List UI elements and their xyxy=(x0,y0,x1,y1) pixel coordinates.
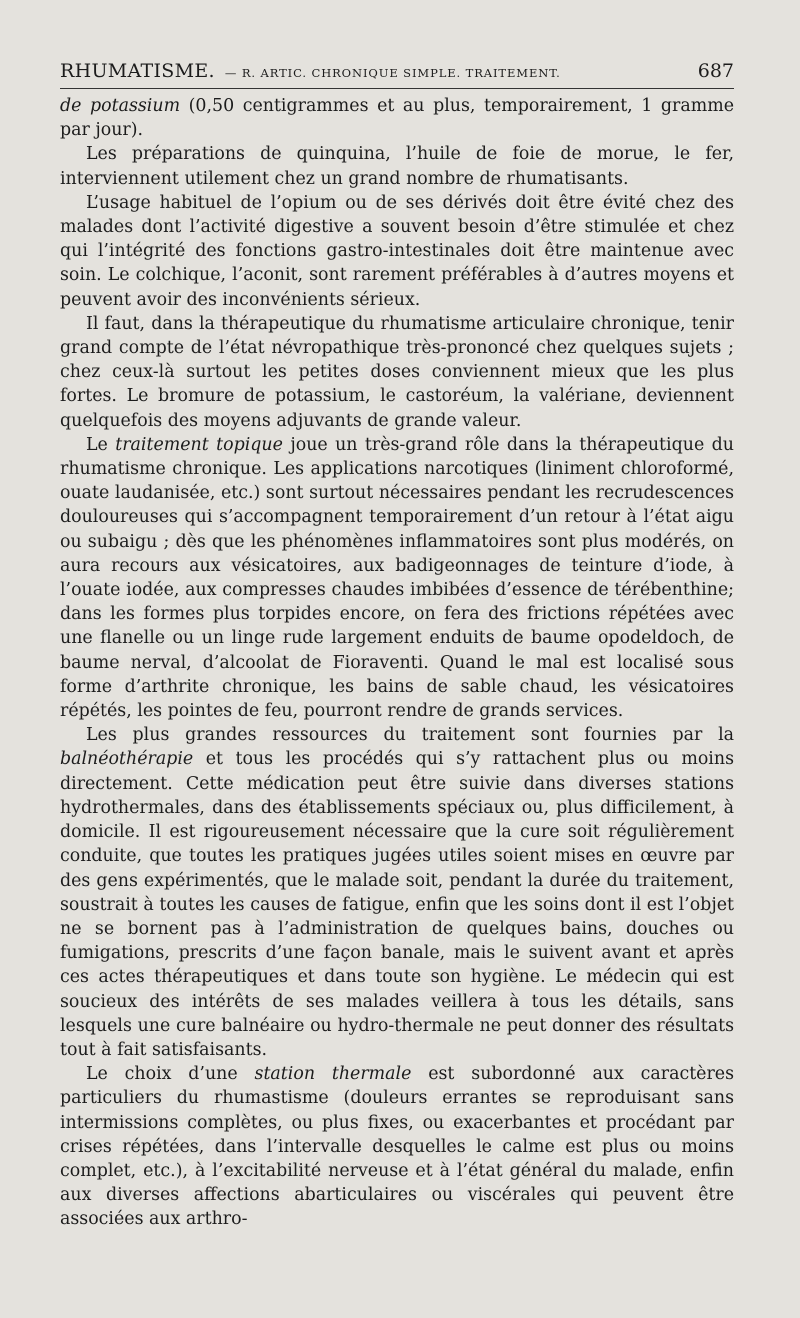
italic-term: balnéothérapie xyxy=(60,749,194,770)
text-run: Le choix d’une xyxy=(86,1064,255,1085)
text-run: Le xyxy=(86,434,116,455)
running-header xyxy=(60,60,734,89)
text-run: est subordonné aux caractères particuliers du rhumastisme (douleurs errantes se reproduisant sans intermissions complètes, ou plus fixes, ou exacerbantes et procédant par crises répétées, dans l’intervalle desquelles le calme est plus ou moins complet, etc.), à l’excitabilité nerveuse et à l’état général du malade, enfin aux diverses affections abarticulaires ou viscérales qui peuvent être associées aux arthro- xyxy=(60,1064,734,1230)
text-run: (0,50 centigrammes et au plus, temporairement, 1 gramme par jour). xyxy=(60,96,735,141)
paragraph-5 xyxy=(60,723,734,1062)
paragraph-0 xyxy=(60,94,734,142)
italic-term: station thermale xyxy=(254,1064,412,1085)
paragraph-1 xyxy=(60,142,734,190)
italic-term: de potassium xyxy=(60,96,181,116)
body-text xyxy=(60,94,734,1232)
running-title xyxy=(60,60,561,82)
text-run: et tous les procédés qui s’y rattachent plus ou moins directement. Cette médication peut être suivie dans diverses stations hydrothermales, dans des établissements spéciaux ou, plus difficilement, à domicile. Il est rigoureusement nécessaire que la cure soit régulièrement conduite, que toutes les pratiques jugées utiles soient mises en œuvre par des gens expérimentés, que le malade soit, pendant la durée du traitement, soustrait à toutes les causes de fatigue, enfin que les soins dont il est l’objet ne se bornent pas à l’administration de quelques bains, douches ou fumigations, prescrits d’une façon banale, mais le suivent avant et après ces actes thérapeutiques et dans toute son hygiène. Le médecin qui est soucieux des intérêts de ses malades veillera à tous les détails, sans lesquels une cure balnéaire ou hydro-thermale ne peut donner des résultats tout à fait satisfaisants. xyxy=(60,749,734,1060)
italic-term: traitement topique xyxy=(115,434,283,455)
text-run: Il faut, dans la thérapeutique du rhumatisme articulaire chronique, tenir grand compte de l’état névropathique très-prononcé chez quelques sujets ; chez ceux-là surtout les petites doses conviennent mieux que les plus fortes. Le bromure de potassium, le castoréum, la valériane, deviennent quelquefois des moyens adjuvants de grande valeur. xyxy=(60,313,734,431)
paragraph-6 xyxy=(60,1062,734,1231)
text-run: Les plus grandes ressources du traitement sont fournies par la xyxy=(86,725,734,746)
text-run: Les préparations de quinquina, l’huile de foie de morue, le fer, interviennent utilement chez un grand nombre de rhumatisants. xyxy=(60,144,734,189)
paragraph-3 xyxy=(60,312,734,433)
page-number: 687 xyxy=(697,60,734,82)
text-run: joue un très-grand rôle dans la thérapeutique du rhumatisme chronique. Les applications narcotiques (liniment chloroformé, ouate laudanisée, etc.) sont surtout nécessaires pendant les recrudescences douloureuses qui s’accompagnent temporairement d’un retour à l’état aigu ou subaigu ; dès que les phénomènes inflammatoires sont plus modérés, on aura recours aux vésicatoires, aux badigeonnages de teinture d’iode, à l’ouate iodée, aux compresses chaudes imbibées d’essence de térébenthine; dans les formes plus torpides encore, on fera des frictions répétées avec une flanelle ou un linge rude largement enduits de baume opodeldoch, de baume nerval, d’alcoolat de Fioraventi. Quand le mal est localisé sous forme d’arthrite chronique, les bains de sable chaud, les vésicatoires répétés, les pointes de feu, pourront rendre de grands services. xyxy=(60,434,734,722)
text-run: L’usage habituel de l’opium ou de ses dérivés doit être évité chez des malades dont l’activité digestive a souvent besoin d’être stimulée et chez qui l’intégrité des fonctions gastro-intestinales doit être maintenue avec soin. Le colchique, l’aconit, sont rarement préférables à d’autres moyens et peuvent avoir des inconvénients sérieux. xyxy=(60,192,734,310)
running-title-main: RHUMATISME. xyxy=(60,60,215,82)
paragraph-2 xyxy=(60,191,734,312)
paragraph-4 xyxy=(60,433,734,723)
running-title-section: — R. ARTIC. CHRONIQUE SIMPLE. TRAITEMENT. xyxy=(224,66,561,80)
